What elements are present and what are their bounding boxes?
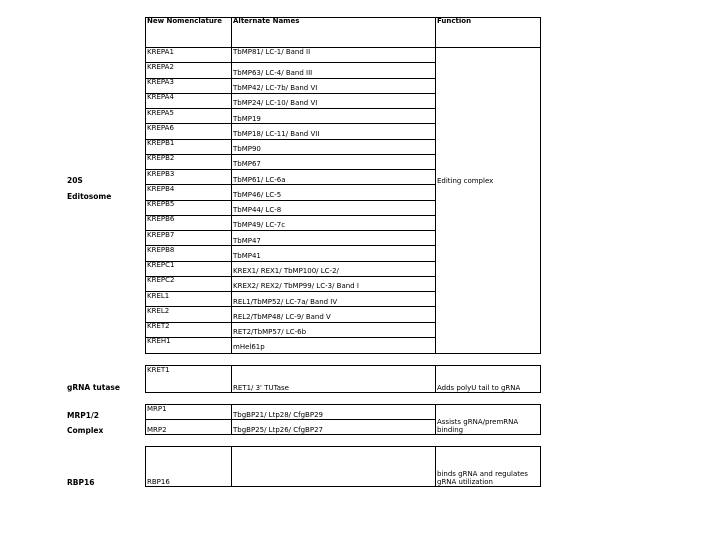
editosome-row-divider [145, 306, 435, 307]
editosome-row-name: KREPB1 [147, 139, 175, 147]
header-alternate-names: Alternate Names [233, 17, 300, 25]
editosome-row-alt: TbMP49/ LC-7c [233, 221, 286, 230]
header-function: Function [437, 17, 472, 25]
editosome-row-alt: TbMP18/ LC-11/ Band VII [233, 129, 320, 138]
editosome-row-name: KREPB5 [147, 200, 175, 208]
editosome-row-name: KREPA1 [147, 47, 174, 56]
editosome-row-divider [145, 169, 435, 170]
editosome-row-alt: TbMP24/ LC-10/ Band VI [233, 99, 318, 108]
editosome-row-divider [145, 337, 435, 338]
mrp-row-divider [145, 419, 435, 420]
editosome-row-alt: TbMP44/ LC-8 [233, 206, 282, 214]
rbp16-label: RBP16 [67, 478, 95, 487]
editosome-row-divider [145, 154, 435, 155]
col-divider-2 [435, 17, 436, 354]
editosome-row-divider [145, 139, 435, 140]
editosome-row-name: KREPB3 [147, 169, 175, 178]
editosome-row-alt: REL1/TbMP52/ LC-7a/ Band IV [233, 297, 338, 306]
header-new-nomenclature: New Nomenclature [147, 17, 223, 25]
editosome-row-divider [145, 123, 435, 124]
rbp16-col-divider-1 [231, 446, 232, 487]
editosome-row-alt: TbMP90 [233, 145, 261, 153]
editosome-row-divider [145, 245, 435, 246]
mrp1-alt: TbgBP21/ Ltp28/ CfgBP29 [233, 411, 323, 419]
editosome-row-divider [145, 62, 435, 63]
editosome-function: Editing complex [437, 177, 494, 185]
editosome-row-name: KREPA6 [147, 123, 174, 132]
editosome-row-alt: KREX1/ REX1/ TbMP100/ LC-2/ [233, 267, 339, 275]
editosome-row-name: KREPB8 [147, 245, 175, 254]
editosome-label-line1: 20S [67, 176, 83, 185]
editosome-row-divider [145, 200, 435, 201]
mrp-function: Assists gRNA/premRNA binding [437, 418, 519, 434]
grna-tutase-name: KRET1 [147, 366, 170, 374]
editosome-row-alt: TbMP19 [233, 114, 261, 123]
editosome-label-line2: Editosome [67, 192, 112, 201]
editosome-row-divider [145, 184, 435, 185]
col-divider-1 [231, 17, 232, 354]
editosome-row-name: KRET2 [147, 322, 170, 330]
editosome-row-alt: TbMP46/ LC-5 [233, 190, 282, 199]
editosome-row-alt: TbMP81/ LC-1/ Band II [233, 47, 311, 56]
editosome-row-name: KREPB4 [147, 184, 175, 193]
grna-tutase-alt: RET1/ 3' TUTase [233, 384, 289, 392]
mrp2-name: MRP2 [147, 426, 167, 434]
editosome-row-name: KREPA3 [147, 78, 174, 86]
editosome-row-alt: RET2/TbMP57/ LC-6b [233, 328, 307, 336]
editosome-row-divider [145, 276, 435, 277]
editosome-row-name: KREPC1 [147, 261, 175, 269]
mrp1-name: MRP1 [147, 405, 167, 413]
editosome-row-divider [145, 261, 435, 262]
editosome-row-divider [145, 93, 435, 94]
mrp2-alt: TbgBP25/ Ltp26/ CfgBP27 [233, 426, 323, 434]
editosome-row-alt: TbMP47 [233, 236, 261, 245]
rbp16-function: binds gRNA and regulates gRNA utilization [437, 470, 528, 486]
editosome-row-alt: TbMP61/ LC-6a [233, 175, 286, 184]
rbp16-col-divider-2 [435, 446, 436, 487]
mrp-label-line2: Complex [67, 426, 104, 435]
mrp-label-line1: MRP1/2 [67, 411, 99, 420]
editosome-row-alt: mHel61p [233, 343, 265, 352]
grna-col-divider-2 [435, 365, 436, 393]
editosome-row-name: KREPC2 [147, 276, 175, 285]
editosome-row-alt: TbMP67 [233, 160, 261, 169]
editosome-row-divider [145, 291, 435, 292]
editosome-row-name: KREPB6 [147, 215, 175, 224]
grna-tutase-label: gRNA tutase [67, 383, 120, 392]
editosome-row-divider [145, 108, 435, 109]
editosome-row-name: KREL1 [147, 291, 170, 300]
editosome-row-divider [145, 78, 435, 79]
editosome-row-divider [145, 230, 435, 231]
header-divider [145, 47, 541, 48]
grna-col-divider-1 [231, 365, 232, 393]
editosome-row-divider [145, 215, 435, 216]
editosome-row-alt: TbMP63/ LC-4/ Band III [233, 68, 313, 77]
grna-tutase-function: Adds polyU tail to gRNA [437, 384, 521, 392]
editosome-row-alt: TbMP42/ LC-7b/ Band VI [233, 84, 318, 92]
editosome-row-name: KREPB2 [147, 154, 175, 163]
editosome-row-name: KREPA5 [147, 108, 174, 117]
main-table-border [145, 17, 541, 354]
editosome-row-name: KREH1 [147, 337, 171, 346]
editosome-row-name: KREPB7 [147, 230, 175, 239]
editosome-row-alt: KREX2/ REX2/ TbMP99/ LC-3/ Band I [233, 282, 359, 291]
mrp-col-divider-2 [435, 404, 436, 435]
editosome-row-alt: TbMP41 [233, 251, 261, 260]
editosome-row-divider [145, 322, 435, 323]
rbp16-name: RBP16 [147, 478, 170, 486]
editosome-row-name: KREPA2 [147, 62, 174, 71]
editosome-row-name: KREPA4 [147, 93, 174, 102]
editosome-row-alt: REL2/TbMP48/ LC-9/ Band V [233, 312, 331, 321]
editosome-row-name: KREL2 [147, 306, 170, 315]
